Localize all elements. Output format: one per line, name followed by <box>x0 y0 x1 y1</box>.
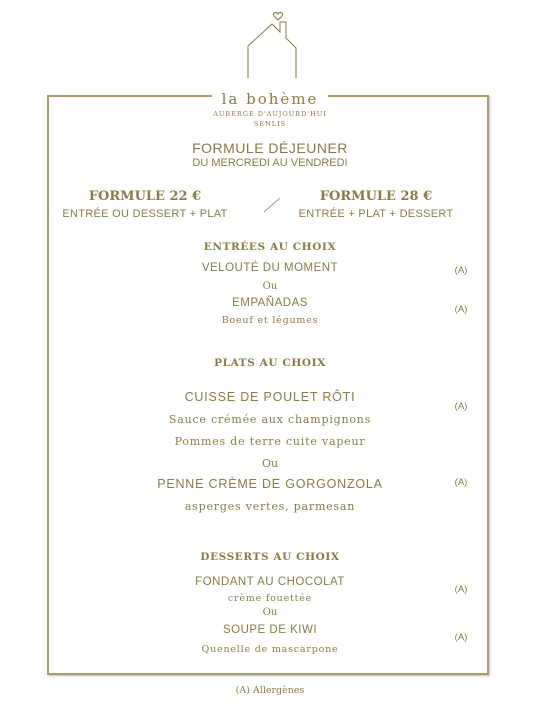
entree-item-name: VELOUTÉ DU MOMENT <box>201 262 339 274</box>
plat-item-description: Sauce crémée aux champignons <box>168 413 372 426</box>
plat-item-description: Pommes de terre cuite vapeur <box>174 435 366 448</box>
dessert-item-description: Quenelle de mascarpone <box>201 644 339 655</box>
allergen-footnote: (A) Allergènes <box>235 685 305 696</box>
allergen-mark: (A) <box>454 265 468 276</box>
formule-22-price: FORMULE 22 € <box>88 189 202 204</box>
entree-item-description: Boeuf et légumes <box>221 315 319 326</box>
logo <box>212 10 328 138</box>
or-separator: Ou <box>262 281 278 292</box>
allergen-mark: (A) <box>454 584 468 595</box>
allergen-mark: (A) <box>454 632 468 643</box>
or-separator: Ou <box>262 607 278 618</box>
formule-22-description: ENTRÉE OU DESSERT + PLAT <box>62 208 228 220</box>
formule-28-price: FORMULE 28 € <box>319 189 433 204</box>
brand-city: SENLIS <box>253 120 287 128</box>
dessert-item-name: FONDANT AU CHOCOLAT <box>195 576 345 588</box>
brand-tagline: AUBERGE D'AUJOURD'HUI <box>213 110 327 118</box>
menu-subtitle: DU MERCREDI AU VENDREDI <box>192 157 348 169</box>
plats-section-title: PLATS AU CHOIX <box>214 357 326 369</box>
dessert-item-description: crème fouettée <box>227 593 313 604</box>
dessert-item-name: SOUPE DE KIWI <box>222 624 318 636</box>
allergen-mark: (A) <box>454 477 468 488</box>
menu-title: FORMULE DÉJEUNER <box>192 140 348 156</box>
allergen-mark: (A) <box>454 304 468 315</box>
brand-name: la bohème <box>221 90 319 108</box>
or-separator: Ou <box>261 457 279 470</box>
entrees-section-title: ENTRÉES AU CHOIX <box>203 241 337 253</box>
plat-item-name: CUISSE DE POULET RÔTI <box>184 390 356 404</box>
allergen-mark: (A) <box>454 401 468 412</box>
house-logo-icon <box>242 10 298 82</box>
entree-item-name: EMPAÑADAS <box>232 297 308 309</box>
desserts-section-title: DESSERTS AU CHOIX <box>200 551 340 563</box>
plat-item-name: PENNE CRÈME DE GORGONZOLA <box>157 477 383 491</box>
plat-item-description: asperges vertes, parmesan <box>184 500 356 513</box>
divider-slash <box>262 196 282 214</box>
menu-frame <box>47 95 489 675</box>
formule-28-description: ENTRÉE + PLAT + DESSERT <box>298 208 454 220</box>
